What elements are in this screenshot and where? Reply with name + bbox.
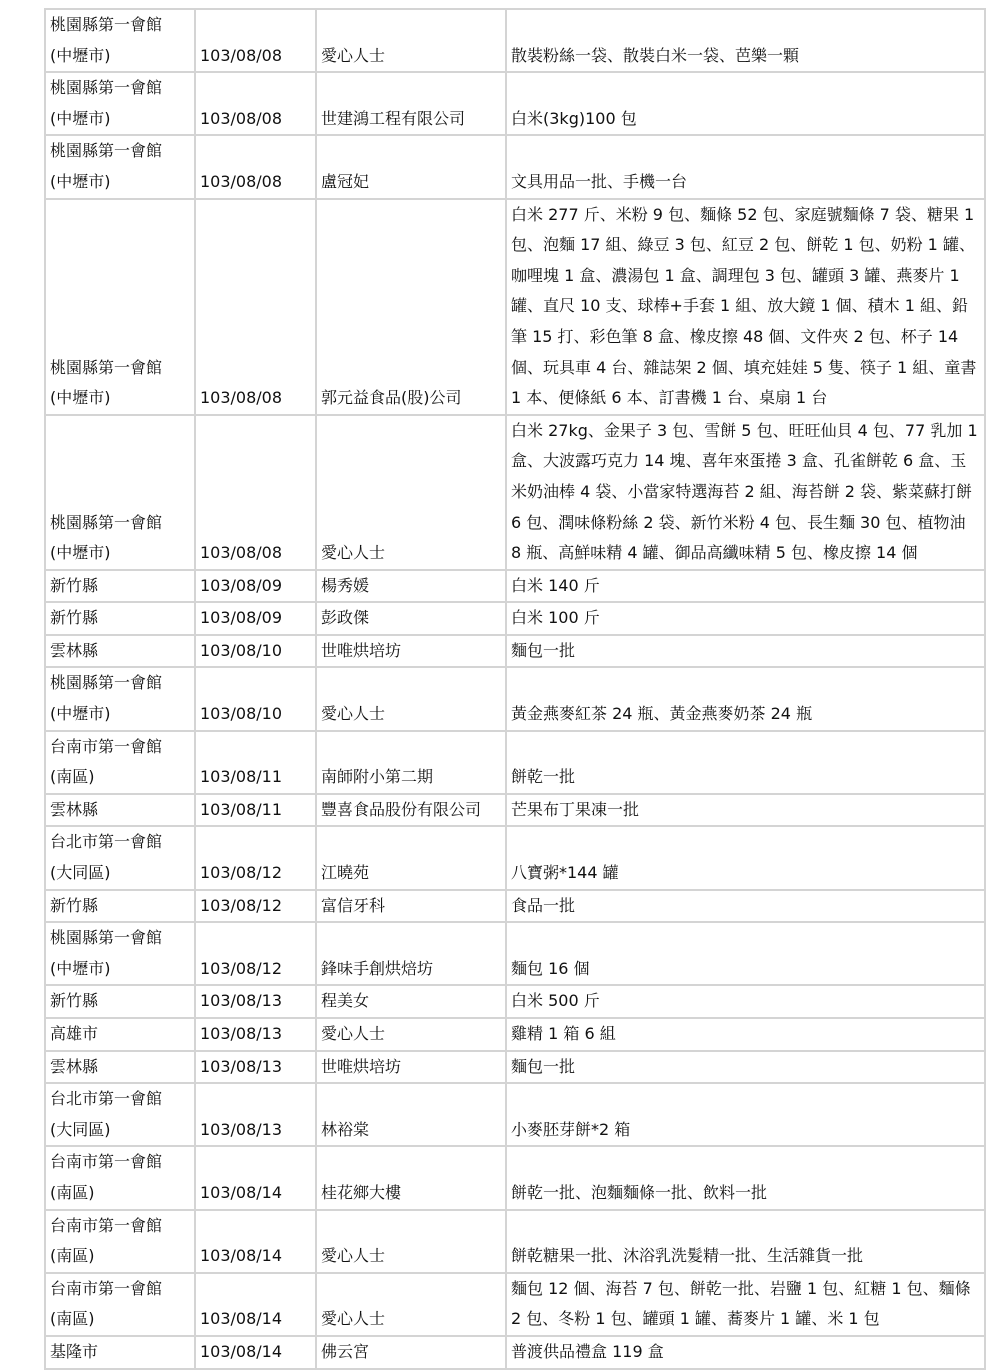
items-cell: 餅乾糖果一批、沐浴乳洗髮精一批、生活雜貨一批	[506, 1210, 985, 1273]
items-cell: 白米 277 斤、米粉 9 包、麵條 52 包、家庭號麵條 7 袋、糖果 1 包、泡麵 17 組、綠豆 3 包、紅豆 2 包、餅乾 1 包、奶粉 1 罐、咖哩塊 1 盒、濃湯包 1 盒、調理包 3 包、罐頭 3 罐、燕麥片 1 罐、直尺 10 支、球棒+手套 1 組、放大鏡 1 個、積木 1 組、鉛筆 15 打、彩色筆 8 盒、橡皮擦 48 個、文件夾 2 包、杯子 14 個、玩具車 4 台、雜誌架 2 個、填充娃娃 5 隻、筷子 1 組、童書 1 本、便條紙 6 本、訂書機 1 台、桌扇 1 台	[506, 199, 985, 415]
date-cell: 103/08/11	[195, 794, 316, 827]
table-row	[45, 1146, 985, 1209]
table-row	[45, 1051, 985, 1084]
region-name: 台南市第一會館	[50, 736, 163, 756]
table-row	[45, 890, 985, 923]
region-cell	[45, 1336, 195, 1369]
region-district: (中壢市)	[50, 543, 111, 563]
items-cell: 散裝粉絲一袋、散裝白米一袋、芭樂一顆	[506, 9, 985, 72]
date-cell: 103/08/09	[195, 602, 316, 635]
region-name: 台南市第一會館	[50, 1278, 163, 1298]
region-name: 桃園縣第一會館	[50, 512, 163, 532]
table-row	[45, 985, 985, 1018]
region-name: 基隆市	[50, 1341, 99, 1361]
region-cell	[45, 1018, 195, 1051]
items-cell: 雞精 1 箱 6 組	[506, 1018, 985, 1051]
table-row	[45, 731, 985, 794]
donor-cell: 郭元益食品(股)公司	[316, 199, 506, 415]
date-cell: 103/08/12	[195, 826, 316, 889]
donor-cell: 世唯烘培坊	[316, 1051, 506, 1084]
donor-cell: 愛心人士	[316, 1018, 506, 1051]
region-cell	[45, 9, 195, 72]
table-row	[45, 1083, 985, 1146]
items-cell: 文具用品一批、手機一台	[506, 135, 985, 198]
items-cell: 八寶粥*144 罐	[506, 826, 985, 889]
date-cell: 103/08/08	[195, 135, 316, 198]
region-district: (南區)	[50, 1309, 95, 1329]
donor-cell: 彭政傑	[316, 602, 506, 635]
date-cell: 103/08/13	[195, 1018, 316, 1051]
region-district: (南區)	[50, 1182, 95, 1202]
region-name: 台北市第一會館	[50, 832, 163, 852]
region-name: 桃園縣第一會館	[50, 78, 163, 98]
region-cell	[45, 635, 195, 668]
region-cell	[45, 570, 195, 603]
items-cell: 白米 500 斤	[506, 985, 985, 1018]
region-name: 新竹縣	[50, 895, 99, 915]
table-row	[45, 794, 985, 827]
region-cell	[45, 794, 195, 827]
items-cell: 白米 27kg、金果子 3 包、雪餅 5 包、旺旺仙貝 4 包、77 乳加 1 盒、大波露巧克力 14 塊、喜年來蛋捲 3 盒、孔雀餅乾 6 盒、玉米奶油棒 4 袋、小當家特選海苔 2 組、海苔餅 2 袋、紫菜蘇打餅 6 包、潤味條粉絲 2 袋、新竹米粉 4 包、長生麵 30 包、植物油 8 瓶、高鮮味精 4 罐、御品高纖味精 5 包、橡皮擦 14 個	[506, 415, 985, 570]
table-row	[45, 199, 985, 415]
items-cell: 麵包一批	[506, 635, 985, 668]
date-cell: 103/08/14	[195, 1146, 316, 1209]
date-cell: 103/08/14	[195, 1210, 316, 1273]
table-row	[45, 1018, 985, 1051]
region-district: (中壢市)	[50, 958, 111, 978]
date-cell: 103/08/10	[195, 667, 316, 730]
region-district: (中壢市)	[50, 171, 111, 191]
date-cell: 103/08/13	[195, 1083, 316, 1146]
region-cell	[45, 602, 195, 635]
table-row	[45, 922, 985, 985]
items-cell: 白米 100 斤	[506, 602, 985, 635]
region-name: 新竹縣	[50, 608, 99, 628]
region-cell	[45, 135, 195, 198]
region-cell	[45, 826, 195, 889]
donor-cell: 愛心人士	[316, 1273, 506, 1336]
items-cell: 麵包 16 個	[506, 922, 985, 985]
donor-cell: 桂花鄉大樓	[316, 1146, 506, 1209]
date-cell: 103/08/08	[195, 9, 316, 72]
date-cell: 103/08/08	[195, 199, 316, 415]
region-name: 雲林縣	[50, 1056, 99, 1076]
table-row	[45, 602, 985, 635]
region-district: (中壢市)	[50, 388, 111, 408]
region-name: 高雄市	[50, 1024, 99, 1043]
region-district: (中壢市)	[50, 45, 111, 65]
items-cell: 普渡供品禮盒 119 盒	[506, 1336, 985, 1369]
region-name: 雲林縣	[50, 799, 99, 819]
donor-cell: 程美女	[316, 985, 506, 1018]
donor-cell: 盧冠妃	[316, 135, 506, 198]
items-cell: 餅乾一批	[506, 731, 985, 794]
table-row	[45, 72, 985, 135]
table-row	[45, 635, 985, 668]
region-district: (中壢市)	[50, 704, 111, 724]
region-cell	[45, 1051, 195, 1084]
donor-cell: 世唯烘培坊	[316, 635, 506, 668]
items-cell: 麵包一批	[506, 1051, 985, 1084]
region-name: 台北市第一會館	[50, 1089, 163, 1109]
region-cell	[45, 1273, 195, 1336]
donor-cell: 愛心人士	[316, 9, 506, 72]
table-row	[45, 826, 985, 889]
region-district: (大同區)	[50, 863, 111, 883]
date-cell: 103/08/12	[195, 922, 316, 985]
table-row	[45, 570, 985, 603]
region-cell	[45, 890, 195, 923]
date-cell: 103/08/14	[195, 1273, 316, 1336]
donation-table-body	[45, 9, 985, 1369]
region-cell	[45, 667, 195, 730]
region-name: 桃園縣第一會館	[50, 928, 163, 948]
region-cell	[45, 199, 195, 415]
region-name: 台南市第一會館	[50, 1215, 163, 1235]
region-cell	[45, 415, 195, 570]
date-cell: 103/08/13	[195, 1051, 316, 1084]
items-cell: 麵包 12 個、海苔 7 包、餅乾一批、岩鹽 1 包、紅糖 1 包、麵條 2 包、冬粉 1 包、罐頭 1 罐、蕎麥片 1 罐、米 1 包	[506, 1273, 985, 1336]
table-row	[45, 415, 985, 570]
donor-cell: 世建鴻工程有限公司	[316, 72, 506, 135]
region-name: 桃園縣第一會館	[50, 141, 163, 161]
donor-cell: 愛心人士	[316, 1210, 506, 1273]
date-cell: 103/08/10	[195, 635, 316, 668]
donor-cell: 富信牙科	[316, 890, 506, 923]
items-cell: 白米 140 斤	[506, 570, 985, 603]
date-cell: 103/08/12	[195, 890, 316, 923]
items-cell: 白米(3kg)100 包	[506, 72, 985, 135]
donor-cell: 愛心人士	[316, 667, 506, 730]
region-name: 台南市第一會館	[50, 1152, 163, 1172]
table-row	[45, 1210, 985, 1273]
region-district: (南區)	[50, 1246, 95, 1266]
region-name: 桃園縣第一會館	[50, 673, 163, 693]
donor-cell: 林裕棠	[316, 1083, 506, 1146]
region-name: 桃園縣第一會館	[50, 15, 163, 34]
table-row	[45, 135, 985, 198]
donor-cell: 南師附小第二期	[316, 731, 506, 794]
region-district: (中壢市)	[50, 108, 111, 128]
date-cell: 103/08/11	[195, 731, 316, 794]
region-cell	[45, 922, 195, 985]
region-cell	[45, 1083, 195, 1146]
items-cell: 餅乾一批、泡麵麵條一批、飲料一批	[506, 1146, 985, 1209]
region-name: 新竹縣	[50, 575, 99, 595]
region-district: (大同區)	[50, 1119, 111, 1139]
donor-cell: 江曉苑	[316, 826, 506, 889]
items-cell: 小麥胚芽餅*2 箱	[506, 1083, 985, 1146]
items-cell: 黃金燕麥紅茶 24 瓶、黃金燕麥奶茶 24 瓶	[506, 667, 985, 730]
region-district: (南區)	[50, 767, 95, 787]
donor-cell: 鋒味手創烘焙坊	[316, 922, 506, 985]
donor-cell: 楊秀媛	[316, 570, 506, 603]
region-name: 雲林縣	[50, 640, 99, 660]
region-cell	[45, 1146, 195, 1209]
table-row	[45, 667, 985, 730]
date-cell: 103/08/14	[195, 1336, 316, 1369]
donor-cell: 愛心人士	[316, 415, 506, 570]
region-name: 桃園縣第一會館	[50, 357, 163, 377]
date-cell: 103/08/13	[195, 985, 316, 1018]
region-name: 新竹縣	[50, 991, 99, 1011]
donor-cell: 豐喜食品股份有限公司	[316, 794, 506, 827]
items-cell: 食品一批	[506, 890, 985, 923]
items-cell: 芒果布丁果凍一批	[506, 794, 985, 827]
region-cell	[45, 731, 195, 794]
table-row	[45, 1273, 985, 1336]
region-cell	[45, 985, 195, 1018]
donation-table	[44, 8, 986, 1370]
date-cell: 103/08/08	[195, 72, 316, 135]
table-row	[45, 1336, 985, 1369]
donor-cell: 佛云宮	[316, 1336, 506, 1369]
table-row	[45, 9, 985, 72]
region-cell	[45, 72, 195, 135]
date-cell: 103/08/09	[195, 570, 316, 603]
region-cell	[45, 1210, 195, 1273]
date-cell: 103/08/08	[195, 415, 316, 570]
